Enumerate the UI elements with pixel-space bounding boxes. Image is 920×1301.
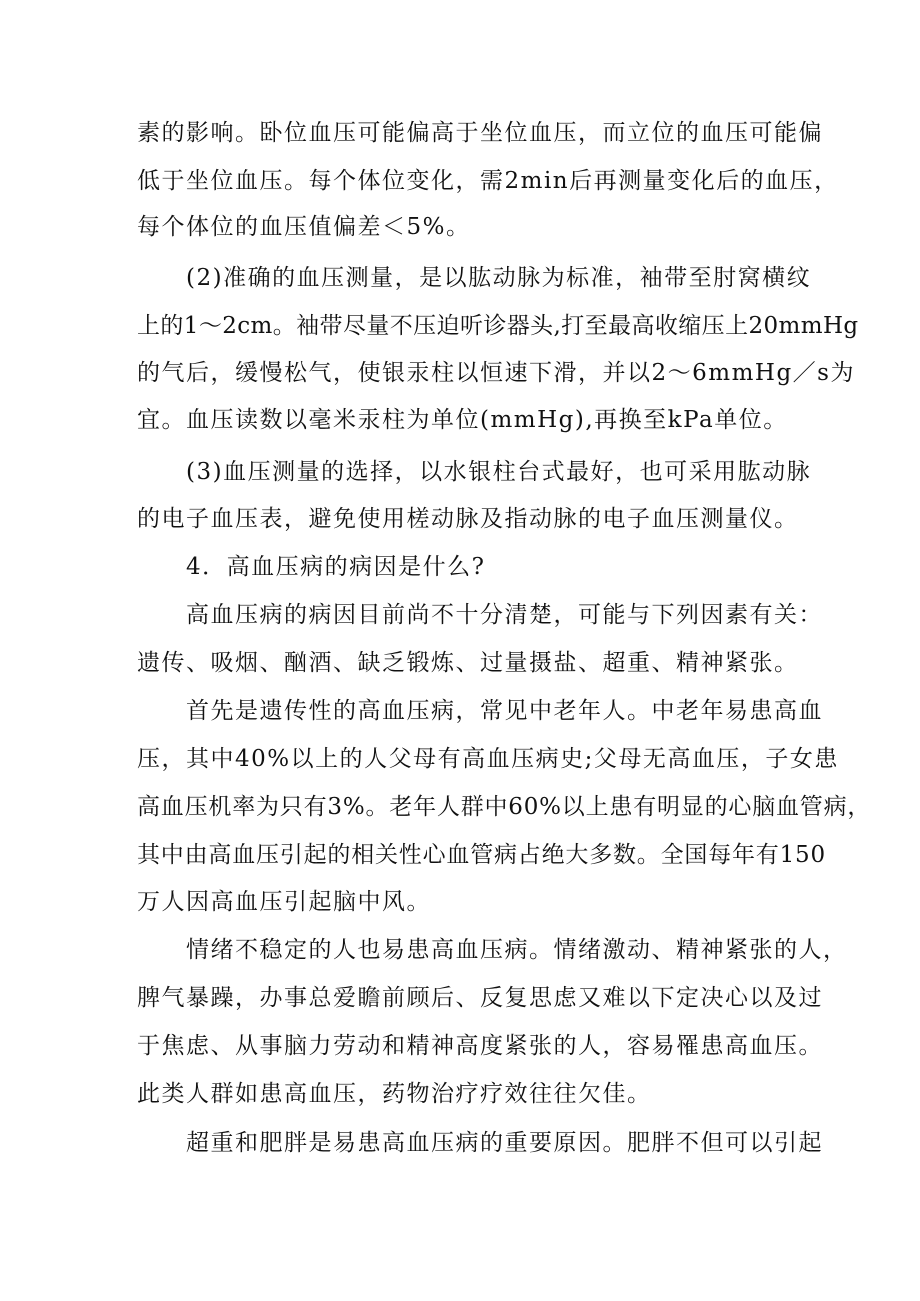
text-line: 首先是遗传性的高血压病，常见中老年人。中老年易患高血 <box>186 698 823 724</box>
text-line: 其中由高血压引起的相关性心血管病占绝大多数。全国每年有150 <box>137 842 826 868</box>
section-heading: 4．高血压病的病因是什么? <box>186 554 486 580</box>
text-line: 上的1～2cm。袖带尽量不压迫听诊器头,打至最高收缩压上20mmHg <box>137 313 859 339</box>
text-line: 素的影响。卧位血压可能偏高于坐位血压，而立位的血压可能偏 <box>137 120 823 146</box>
text-line: 情绪不稳定的人也易患高血压病。情绪激动、精神紧张的人， <box>186 937 848 963</box>
text-line: (3)血压测量的选择，以水银柱台式最好，也可采用肱动脉 <box>186 459 812 485</box>
text-line: 高血压机率为只有3%。老年人群中60%以上患有明显的心脑血管病， <box>137 794 872 820</box>
text-line: 遗传、吸烟、酗酒、缺乏锻炼、过量摄盐、超重、精神紧张。 <box>137 650 799 676</box>
text-line: 压，其中40%以上的人父母有高血压病史;父母无高血压，子女患 <box>137 746 839 772</box>
text-line: 于焦虑、从事脑力劳动和精神高度紧张的人，容易罹患高血压。 <box>137 1033 823 1059</box>
text-line: 高血压病的病因目前尚不十分清楚，可能与下列因素有关： <box>186 602 823 628</box>
text-line: 超重和肥胖是易患高血压病的重要原因。肥胖不但可以引起 <box>186 1130 823 1156</box>
text-line: 的电子血压表，避免使用槎动脉及指动脉的电子血压测量仪。 <box>137 506 799 532</box>
text-line: 此类人群如患高血压，药物治疗疗效往往欠佳。 <box>137 1081 652 1107</box>
text-line: 万人因高血压引起脑中风。 <box>137 889 431 915</box>
text-line: 每个体位的血压值偏差＜5%。 <box>137 214 471 240</box>
text-line: 的气后，缓慢松气，使银汞柱以恒速下滑，并以2～6mmHg／s为 <box>137 360 855 386</box>
text-line: (2)准确的血压测量，是以肱动脉为标准，袖带至肘窝横纹 <box>186 265 812 291</box>
text-line: 宜。血压读数以毫米汞柱为单位(mmHg),再换至kPa单位。 <box>137 407 788 433</box>
text-line: 脾气暴躁，办事总爱瞻前顾后、反复思虑又难以下定决心以及过 <box>137 985 823 1011</box>
text-line: 低于坐位血压。每个体位变化，需2min后再测量变化后的血压， <box>137 168 839 194</box>
